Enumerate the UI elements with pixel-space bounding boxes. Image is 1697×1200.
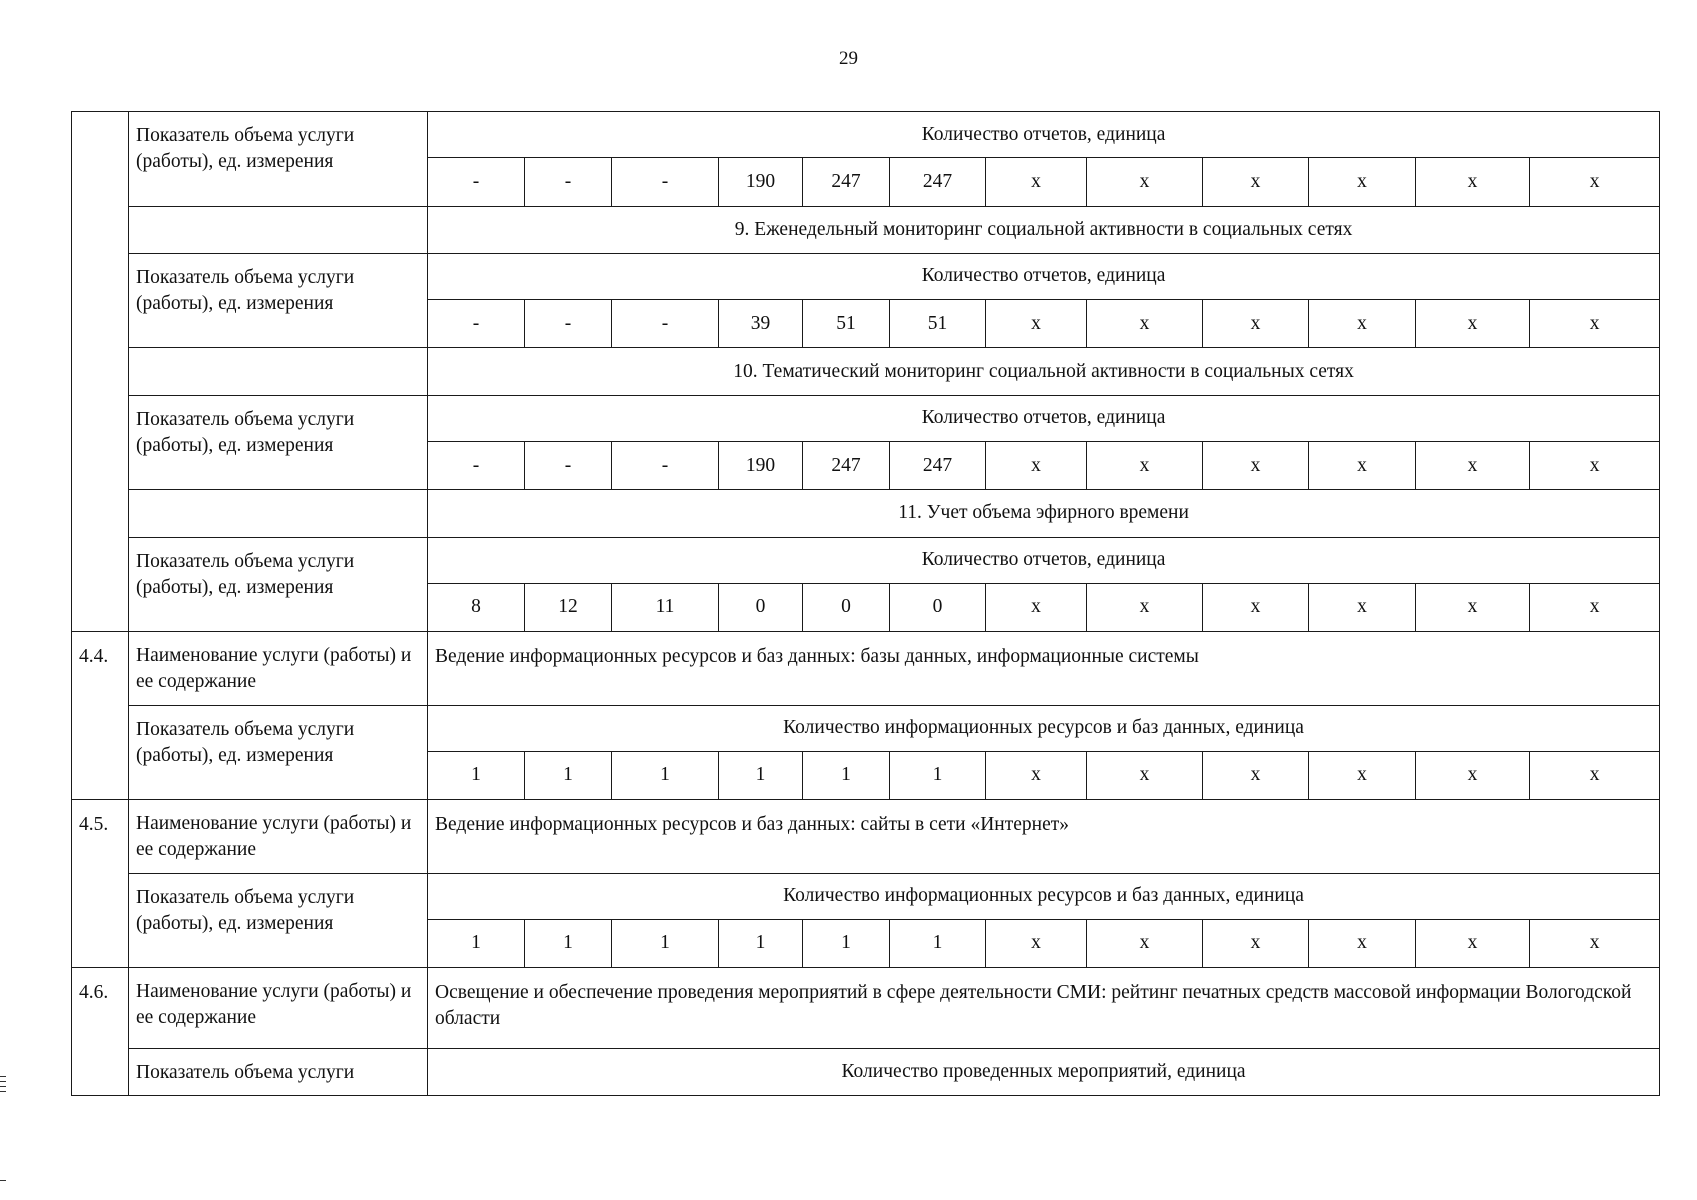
service-name-value: Ведение информационных ресурсов и баз данных: сайты в сети «Интернет»	[428, 800, 1660, 873]
value-cell: х	[1309, 583, 1416, 631]
margin-mark	[0, 1180, 6, 1181]
service-name-label: Наименование услуги (работы) и ее содержание	[129, 968, 428, 1048]
unit-cell: Количество отчетов, единица	[428, 112, 1660, 158]
service-name-value: Освещение и обеспечение проведения мероприятий в сфере деятельности СМИ: рейтинг печатных средств массовой информации Вологодской области	[428, 968, 1660, 1048]
unit-cell: Количество информационных ресурсов и баз данных, единица	[428, 705, 1660, 751]
page-number: 29	[839, 48, 858, 69]
value-cell: 11	[612, 583, 719, 631]
value-cell: 51	[890, 300, 986, 348]
value-cell: х	[1416, 583, 1530, 631]
value-cell: 0	[803, 583, 890, 631]
value-cell: 1	[719, 919, 803, 967]
value-cell: х	[1309, 441, 1416, 489]
value-cell: 1	[525, 751, 612, 799]
table-row	[72, 537, 1660, 583]
block-title: 9. Еженедельный мониторинг социальной активности в социальных сетях	[428, 206, 1660, 253]
value-cell: 1	[428, 919, 525, 967]
value-cell: -	[525, 158, 612, 206]
value-cell: 247	[890, 158, 986, 206]
value-cell: 0	[890, 583, 986, 631]
unit-cell: Количество отчетов, единица	[428, 537, 1660, 583]
service-number: 4.6.	[72, 968, 129, 1096]
value-cell: х	[1087, 300, 1203, 348]
value-cell: х	[1309, 751, 1416, 799]
value-cell: -	[428, 158, 525, 206]
margin-mark	[0, 1076, 6, 1077]
value-cell: х	[986, 919, 1087, 967]
value-cell: х	[1309, 300, 1416, 348]
service-number: 4.5.	[72, 800, 129, 968]
value-cell: х	[986, 751, 1087, 799]
table-row	[72, 1048, 1660, 1095]
indicator-label: Показатель объема услуги (работы), ед. измерения	[129, 253, 428, 348]
value-cell: х	[1309, 158, 1416, 206]
value-cell: х	[1203, 158, 1309, 206]
margin-mark	[0, 1086, 6, 1087]
value-cell: х	[1203, 441, 1309, 489]
value-cell: 39	[719, 300, 803, 348]
margin-mark	[0, 1081, 6, 1082]
value-cell: 0	[719, 583, 803, 631]
indicator-label: Показатель объема услуги (работы), ед. измерения	[129, 705, 428, 800]
table-row	[72, 395, 1660, 441]
value-cell: х	[986, 583, 1087, 631]
value-cell: 1	[890, 751, 986, 799]
value-cell: 1	[719, 751, 803, 799]
indicator-label: Показатель объема услуги (работы), ед. измерения	[129, 395, 428, 490]
value-cell: х	[986, 441, 1087, 489]
value-cell: 1	[803, 919, 890, 967]
table-row	[72, 632, 1660, 705]
value-cell: х	[1309, 919, 1416, 967]
value-cell: 1	[803, 751, 890, 799]
service-name-label: Наименование услуги (работы) и ее содержание	[129, 632, 428, 705]
value-cell: х	[1530, 583, 1660, 631]
value-cell: х	[986, 300, 1087, 348]
value-cell: х	[986, 158, 1087, 206]
value-cell: 190	[719, 158, 803, 206]
value-cell: х	[1416, 441, 1530, 489]
value-cell: х	[1087, 751, 1203, 799]
value-cell: х	[1203, 583, 1309, 631]
value-cell: х	[1530, 300, 1660, 348]
table-row	[72, 873, 1660, 919]
value-cell: х	[1203, 751, 1309, 799]
value-cell: х	[1087, 583, 1203, 631]
value-cell: х	[1087, 919, 1203, 967]
number-cell-empty	[72, 112, 129, 632]
indicator-label: Показатель объема услуги	[129, 1048, 428, 1095]
value-cell: 1	[612, 919, 719, 967]
services-table	[71, 111, 1660, 1096]
value-cell: х	[1530, 441, 1660, 489]
value-cell: -	[428, 300, 525, 348]
value-cell: -	[525, 300, 612, 348]
indicator-label: Показатель объема услуги (работы), ед. измерения	[129, 112, 428, 207]
value-cell: -	[428, 441, 525, 489]
value-cell: -	[612, 300, 719, 348]
unit-cell: Количество информационных ресурсов и баз данных, единица	[428, 873, 1660, 919]
unit-cell: Количество проведенных мероприятий, единица	[428, 1048, 1660, 1095]
unit-cell: Количество отчетов, единица	[428, 253, 1660, 299]
value-cell: 247	[803, 158, 890, 206]
value-cell: х	[1416, 919, 1530, 967]
empty-label-cell	[129, 206, 428, 253]
table-row	[72, 968, 1660, 1048]
value-cell: -	[612, 158, 719, 206]
value-cell: х	[1530, 751, 1660, 799]
empty-label-cell	[129, 348, 428, 395]
value-cell: х	[1530, 919, 1660, 967]
table-row	[72, 206, 1660, 253]
value-cell: х	[1087, 158, 1203, 206]
margin-mark	[0, 1091, 6, 1092]
service-name-label: Наименование услуги (работы) и ее содержание	[129, 800, 428, 873]
value-cell: 1	[428, 751, 525, 799]
value-cell: -	[612, 441, 719, 489]
value-cell: х	[1087, 441, 1203, 489]
value-cell: 51	[803, 300, 890, 348]
empty-label-cell	[129, 490, 428, 537]
table-row	[72, 800, 1660, 873]
value-cell: 190	[719, 441, 803, 489]
table-row	[72, 112, 1660, 158]
service-name-value: Ведение информационных ресурсов и баз данных: базы данных, информационные системы	[428, 632, 1660, 705]
value-cell: х	[1416, 158, 1530, 206]
value-cell: 8	[428, 583, 525, 631]
value-cell: 1	[612, 751, 719, 799]
block-title: 11. Учет объема эфирного времени	[428, 490, 1660, 537]
table-row	[72, 253, 1660, 299]
service-number: 4.4.	[72, 632, 129, 800]
value-cell: 247	[890, 441, 986, 489]
value-cell: 12	[525, 583, 612, 631]
block-title: 10. Тематический мониторинг социальной активности в социальных сетях	[428, 348, 1660, 395]
value-cell: 1	[525, 919, 612, 967]
indicator-label: Показатель объема услуги (работы), ед. измерения	[129, 873, 428, 968]
value-cell: 247	[803, 441, 890, 489]
value-cell: х	[1530, 158, 1660, 206]
value-cell: х	[1416, 300, 1530, 348]
unit-cell: Количество отчетов, единица	[428, 395, 1660, 441]
value-cell: -	[525, 441, 612, 489]
value-cell: х	[1416, 751, 1530, 799]
table-row	[72, 705, 1660, 751]
value-cell: х	[1203, 300, 1309, 348]
value-cell: х	[1203, 919, 1309, 967]
indicator-label: Показатель объема услуги (работы), ед. измерения	[129, 537, 428, 632]
value-cell: 1	[890, 919, 986, 967]
table-row	[72, 490, 1660, 537]
table-row	[72, 348, 1660, 395]
